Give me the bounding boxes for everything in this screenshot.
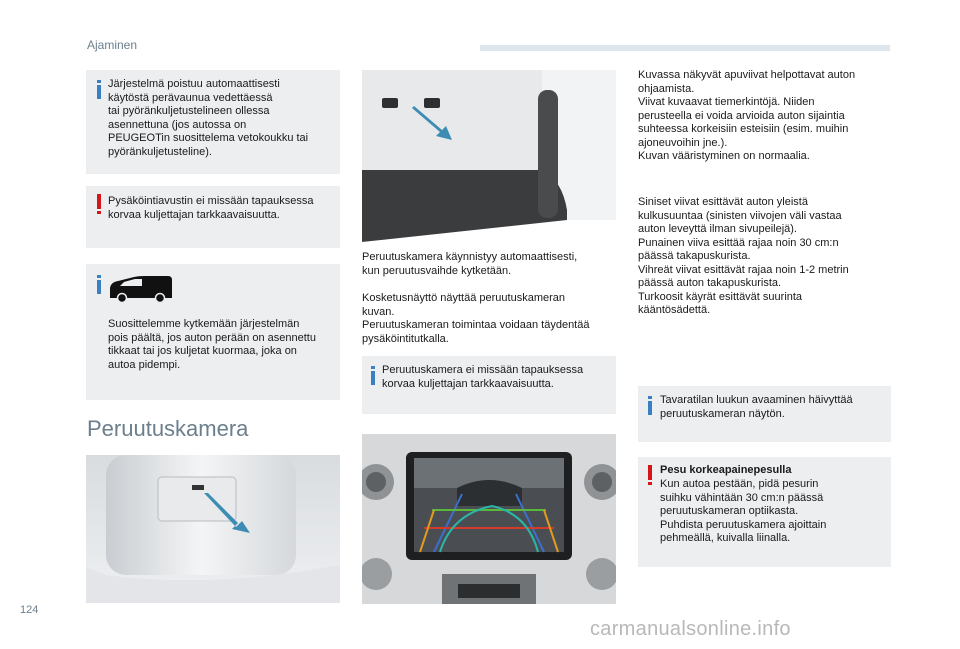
rear-camera-image	[86, 455, 340, 603]
warning-title-high-pressure-wash: Pesu korkeapainepesulla	[660, 464, 792, 476]
info-icon	[648, 401, 652, 415]
text-camera-activation: Peruutuskamera käynnistyy automaattisesti, kun peruutusvaihde kytketään.	[362, 251, 578, 277]
text-touchscreen: Kosketusnäyttö näyttää peruutuskameran kuvan. Peruutuskameran toimintaa voidaan täydentää pysäköintitutkalla.	[362, 292, 590, 345]
warning-icon	[97, 194, 101, 209]
warning-text-parking-aid: Pysäköintiavustin ei missään tapauksessa korvaa kuljettajan tarkkaavaisuutta.	[108, 195, 314, 221]
text-guidelines: Kuvassa näkyvät apuviivat helpottavat auton ohjaamista. Viivat kuvaavat tiemerkintöjä. Niiden perusteella ei voida arvioida auton sijaintia suhteessa korkeisiin esteisiin (esim. muihin ajoneuvoihin jne.). Kuvan vääristyminen on normaalia.	[638, 69, 856, 162]
info-box-ladder	[86, 264, 340, 400]
info-box-towing	[86, 70, 340, 174]
info-text-ladder: Suosittelemme kytkemään järjestelmän pois päältä, jos auton perään on asennettu tikkaat tai jos kuljetat kuormaa, joka on autoa pidempi.	[108, 318, 316, 371]
chapter-title: Ajaminen	[87, 38, 138, 52]
info-box-camera-attention	[362, 356, 616, 414]
info-text-tailgate: Tavaratilan luukun avaaminen häivyttää peruutuskameran näytön.	[660, 394, 853, 420]
watermark: carmanualsonline.info	[590, 618, 791, 640]
page-number: 124	[20, 604, 39, 616]
warning-icon	[648, 465, 652, 480]
header-bar	[480, 45, 890, 51]
info-box-tailgate	[638, 386, 891, 442]
rear-bumper-image	[362, 70, 616, 242]
warning-box-parking-aid	[86, 186, 340, 248]
van-icon	[108, 274, 174, 304]
info-icon	[97, 280, 101, 294]
info-text-camera-attention: Peruutuskamera ei missään tapauksessa korvaa kuljettajan tarkkaavaisuutta.	[382, 364, 584, 390]
info-icon	[371, 371, 375, 385]
warning-box-high-pressure-wash	[638, 457, 891, 567]
info-icon	[97, 85, 101, 99]
info-text-towing: Järjestelmä poistuu automaattisesti käytöstä perävaunua vedettäessä tai pyöränkuljetustelineen ollessa asennettuna (jos autossa on PEUGEOTin suosittelema vetokoukku tai pyöränkuljetusteline).	[108, 78, 309, 158]
text-line-colors: Siniset viivat esittävät auton yleistä kulkusuuntaa (sinisten viivojen väli vastaa auton leveyttä ilman sivupeilejä). Punainen viiva esittää rajaa noin 30 cm:n päässä takapuskurista. Vihreät viivat esittävät rajaa noin 1-2 metrin päässä auton takapuskurista. Turkoosit käyrät esittävät suurinta kääntösädettä.	[638, 196, 849, 316]
section-title: Peruutuskamera	[87, 416, 249, 441]
touchscreen-camera-view-image	[362, 434, 616, 604]
warning-text-high-pressure-wash: Kun autoa pestään, pidä pesurin suihku vähintään 30 cm:n päässä peruutuskameran optiikasta. Puhdista peruutuskamera ajoittain pehmeällä, kuivalla liinalla.	[660, 478, 827, 544]
